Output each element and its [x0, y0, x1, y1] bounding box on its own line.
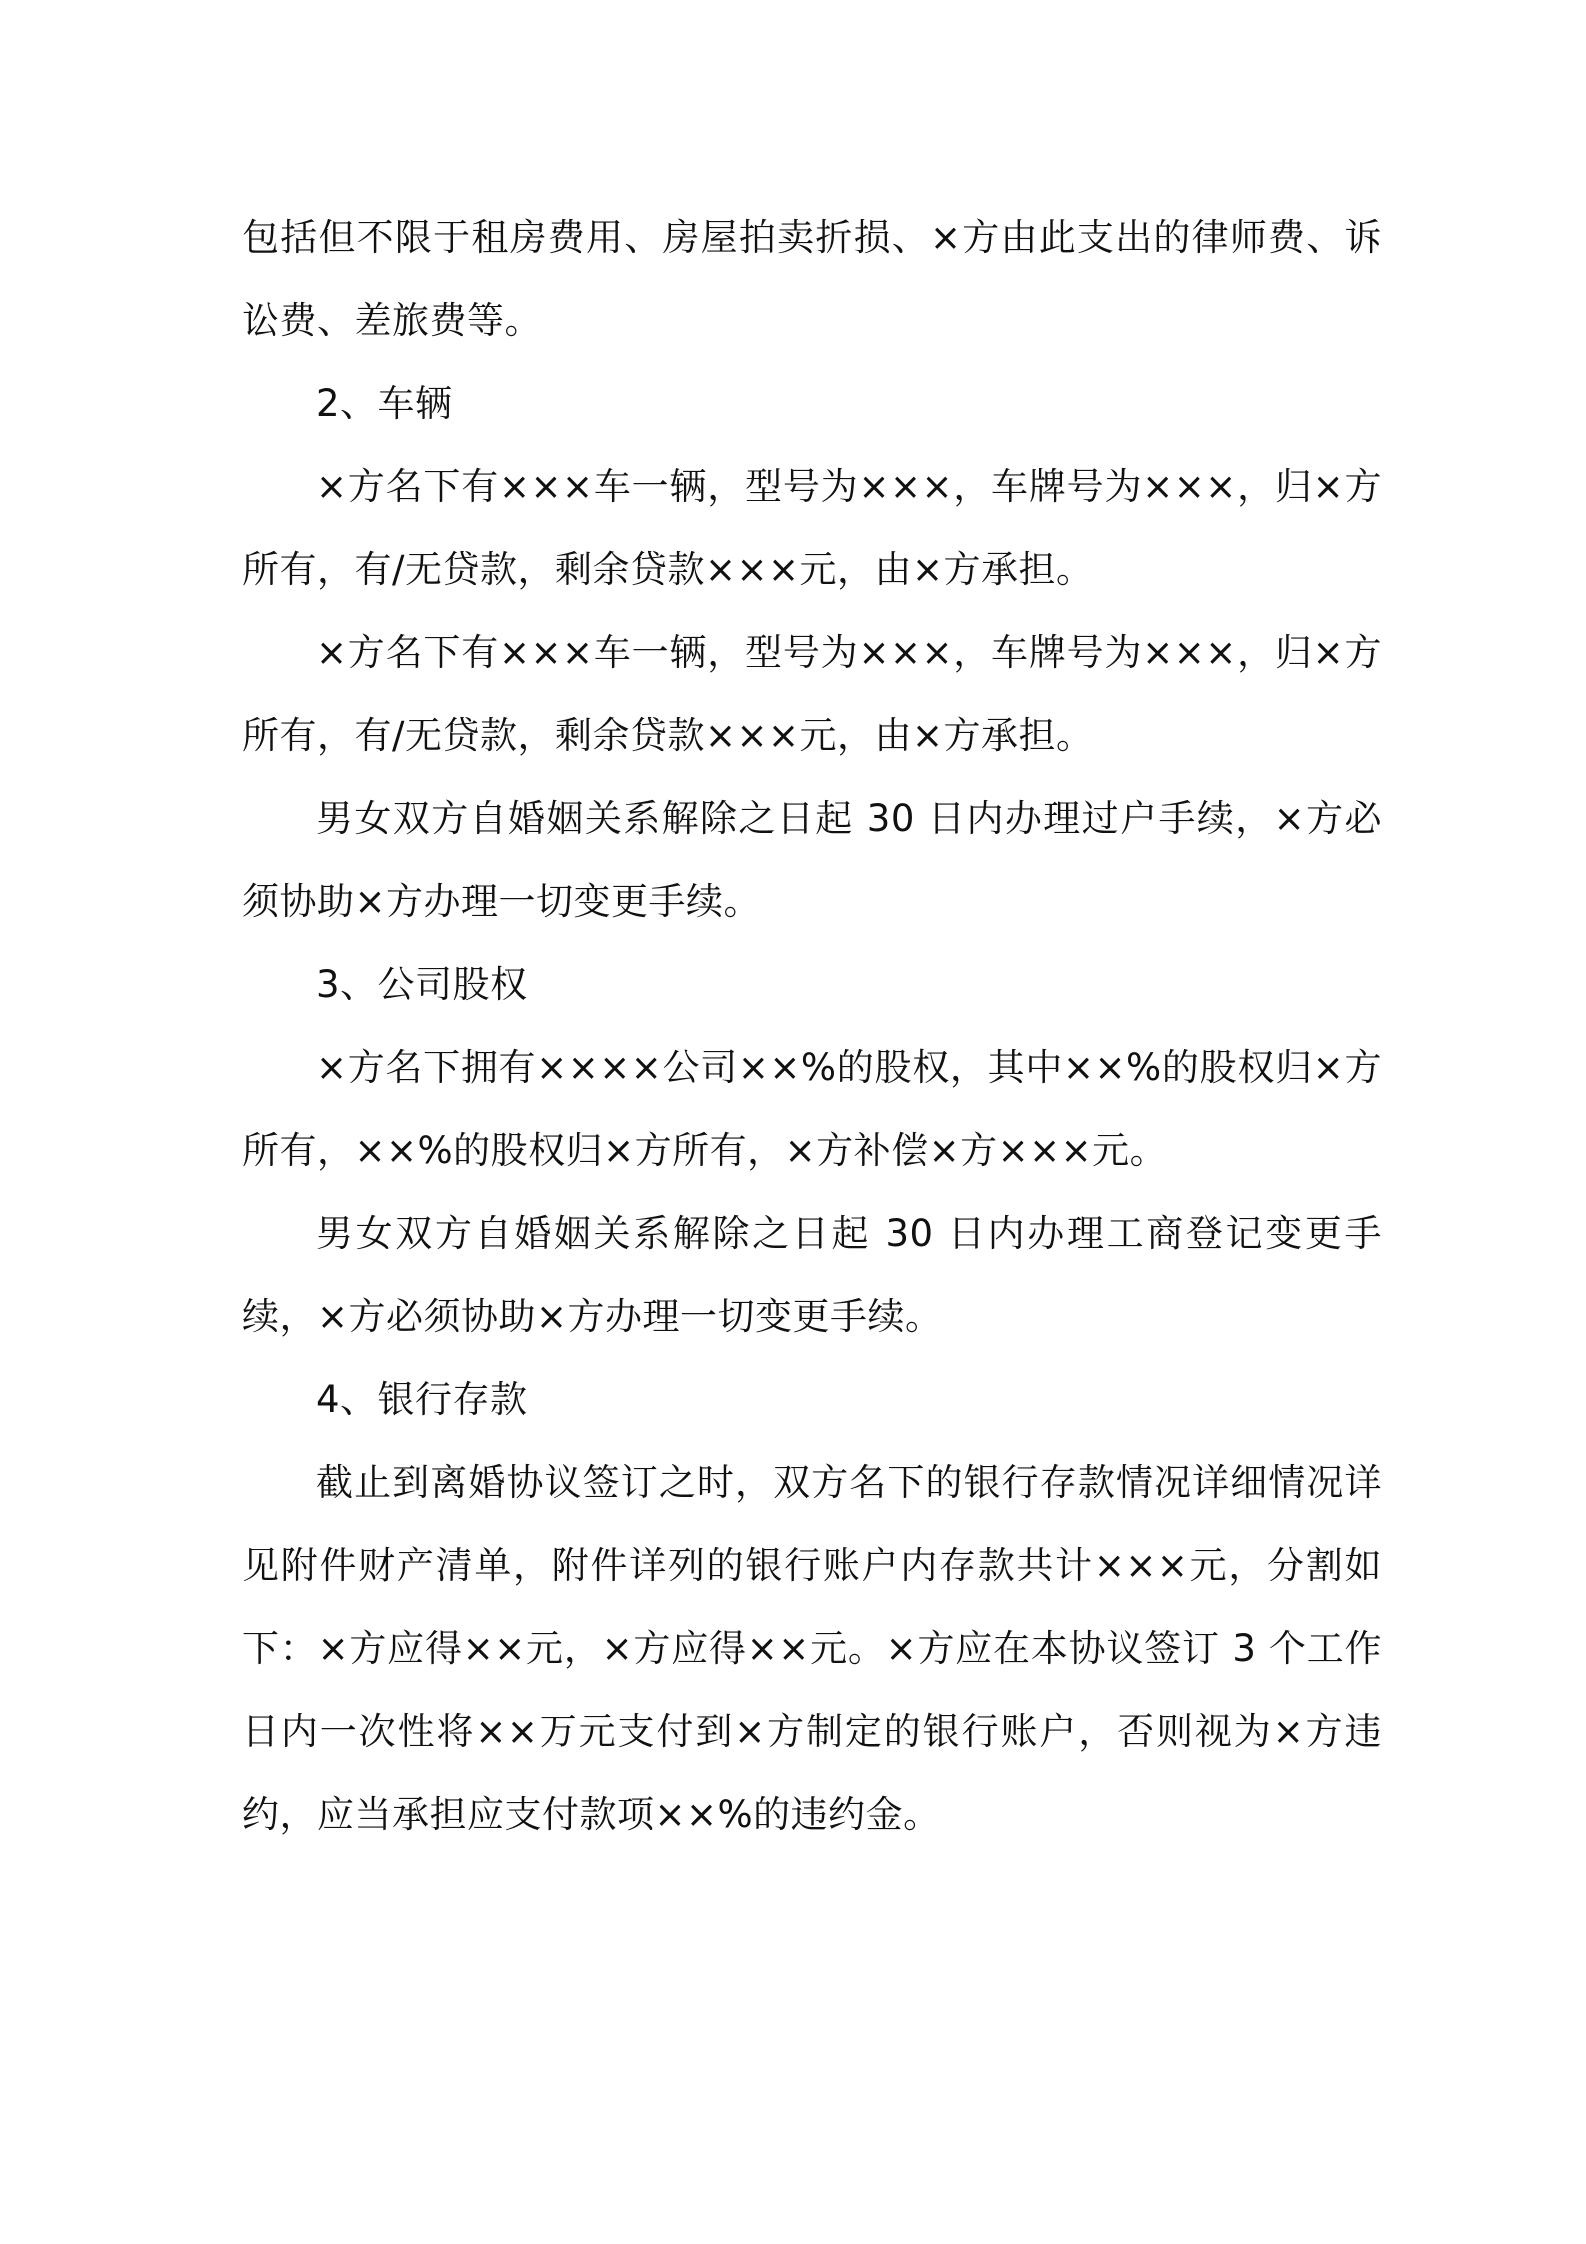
document-page [242, 196, 1382, 1856]
section-heading-vehicle: 2、车辆 [316, 382, 453, 425]
paragraph-equity-split: ×方名下拥有××××公司××%的股权，其中××%的股权归×方所有，××%的股权归×方所有，×方补偿×方×××元。 [242, 1046, 1382, 1172]
paragraph-vehicle-1: ×方名下有×××车一辆，型号为×××，车牌号为×××，归×方所有，有/无贷款，剩余贷款×××元，由×方承担。 [242, 465, 1382, 591]
paragraph-vehicle-2: ×方名下有×××车一辆，型号为×××，车牌号为×××，归×方所有，有/无贷款，剩余贷款×××元，由×方承担。 [242, 631, 1382, 757]
paragraph-bank-deposit: 截止到离婚协议签订之时，双方名下的银行存款情况详细情况详见附件财产清单，附件详列的银行账户内存款共计×××元，分割如下：×方应得××元，×方应得××元。×方应在本协议签订 3 个工作日内一次性将××万元支付到×方制定的银行账户，否则视为×方违约，应当承担应支付款项××%的违约金。 [242, 1461, 1382, 1836]
section-heading-equity: 3、公司股权 [316, 963, 528, 1006]
paragraph-equity-transfer: 男女双方自婚姻关系解除之日起 30 日内办理工商登记变更手续，×方必须协助×方办理一切变更手续。 [242, 1212, 1382, 1338]
section-heading-bank-deposit: 4、银行存款 [316, 1378, 528, 1421]
paragraph-vehicle-transfer: 男女双方自婚姻关系解除之日起 30 日内办理过户手续，×方必须协助×方办理一切变更手续。 [242, 797, 1382, 923]
paragraph-continuation: 包括但不限于租房费用、房屋拍卖折损、×方由此支出的律师费、诉讼费、差旅费等。 [242, 216, 1382, 342]
